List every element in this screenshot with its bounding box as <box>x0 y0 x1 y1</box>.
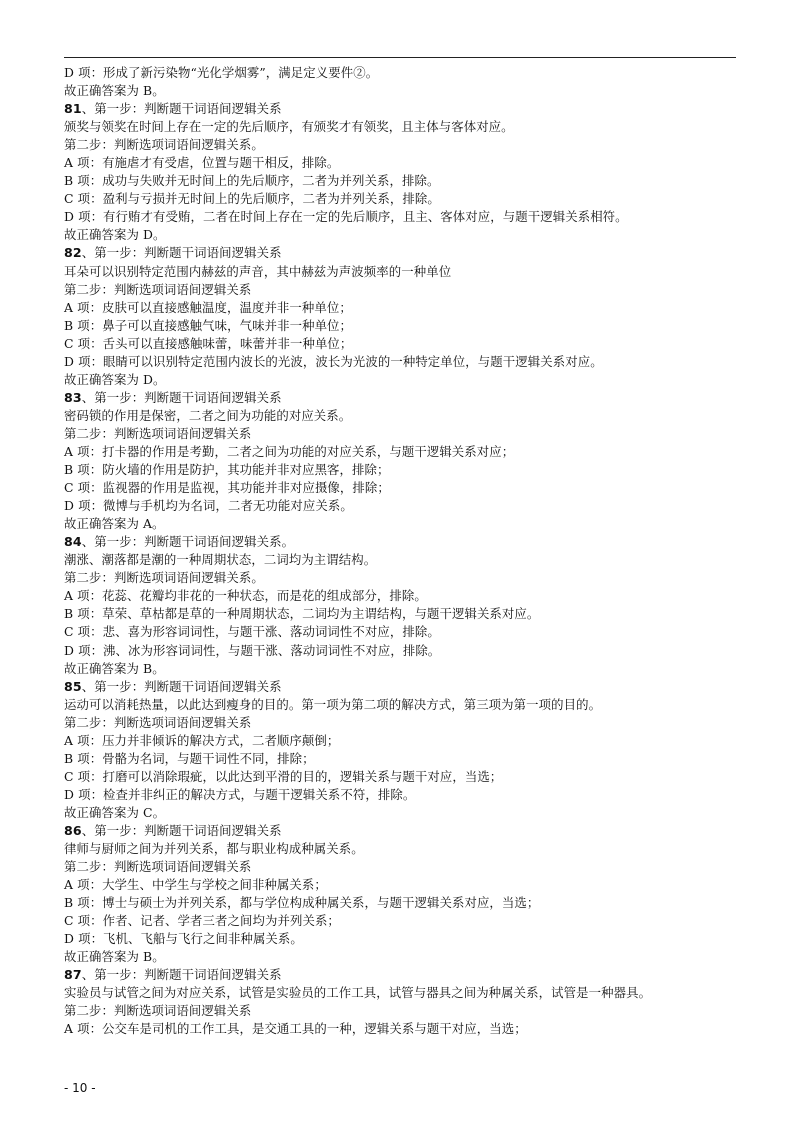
text-line <box>64 551 754 569</box>
line-text: B 项：防火墙的作用是防护，其功能并非对应黑客，排除； <box>64 462 390 478</box>
text-line <box>64 786 754 804</box>
line-text: A 项：压力并非倾诉的解决方式，二者顺序颠倒； <box>64 732 340 748</box>
text-line <box>64 299 754 317</box>
line-text: 第二步：判断选项词语间逻辑关系 <box>64 859 252 875</box>
text-line <box>64 443 754 461</box>
text-line <box>64 1020 754 1038</box>
text-line <box>64 894 754 912</box>
text-line <box>64 1002 754 1020</box>
question-number: 81 <box>64 101 82 117</box>
text-line <box>64 371 754 389</box>
text-line <box>64 984 754 1002</box>
text-line <box>64 587 754 605</box>
line-text: 、第一步：判断题干词语间逻辑关系 <box>81 101 282 117</box>
text-line <box>64 64 754 82</box>
text-line <box>64 479 754 497</box>
line-text: 故正确答案为 B。 <box>64 660 165 676</box>
line-text: 第二步：判断选项词语间逻辑关系 <box>64 425 252 441</box>
line-text: 、第一步：判断题干词语间逻辑关系 <box>81 822 282 838</box>
line-text: A 项：皮肤可以直接感触温度，温度并非一种单位； <box>64 299 352 315</box>
text-line <box>64 930 754 948</box>
question-heading <box>64 389 754 407</box>
text-line <box>64 515 754 533</box>
line-text: 故正确答案为 A。 <box>64 516 165 532</box>
line-text: A 项：公交车是司机的工作工具，是交通工具的一种，逻辑关系与题干对应，当选； <box>64 1021 527 1037</box>
text-line <box>64 154 754 172</box>
line-text: 故正确答案为 C。 <box>64 804 166 820</box>
question-heading <box>64 678 754 696</box>
answer-explanations <box>64 64 754 1039</box>
line-text: 耳朵可以识别特定范围内赫兹的声音，其中赫兹为声波频率的一种单位 <box>64 263 452 279</box>
line-text: 第二步：判断选项词语间逻辑关系 <box>64 281 252 297</box>
line-text: 第二步：判断选项词语间逻辑关系 <box>64 714 252 730</box>
line-text: 、第一步：判断题干词语间逻辑关系。 <box>81 534 295 550</box>
line-text: 故正确答案为 B。 <box>64 83 165 99</box>
line-text: 故正确答案为 D。 <box>64 371 166 387</box>
line-text: C 项：盈利与亏损并无时间上的先后顺序，二者为并列关系，排除。 <box>64 191 440 207</box>
text-line <box>64 948 754 966</box>
line-text: 第二步：判断选项词语间逻辑关系 <box>64 1003 252 1019</box>
text-line <box>64 172 754 190</box>
text-line <box>64 353 754 371</box>
text-line <box>64 750 754 768</box>
line-text: 、第一步：判断题干词语间逻辑关系 <box>81 245 282 261</box>
line-text: 第二步：判断选项词语间逻辑关系。 <box>64 570 264 586</box>
text-line <box>64 605 754 623</box>
line-text: C 项：作者、记者、学者三者之间均为并列关系； <box>64 913 340 929</box>
line-text: D 项：形成了新污染物“光化学烟雾”，满足定义要件②。 <box>64 65 379 80</box>
line-text: D 项：微博与手机均为名词，二者无功能对应关系。 <box>64 498 353 514</box>
line-text: A 项：大学生、中学生与学校之间非种属关系； <box>64 877 327 893</box>
line-text: B 项：鼻子可以直接感触气味，气味并非一种单位； <box>64 317 353 333</box>
text-line <box>64 208 754 226</box>
text-line <box>64 732 754 750</box>
question-number: 84 <box>64 534 82 550</box>
text-line <box>64 804 754 822</box>
line-text: C 项：舌头可以直接感触味蕾，味蕾并非一种单位； <box>64 335 353 351</box>
line-text: 第二步：判断选项词语间逻辑关系。 <box>64 137 264 153</box>
line-text: C 项：打磨可以消除瑕疵，以此达到平滑的目的，逻辑关系与题干对应，当选； <box>64 768 503 784</box>
text-line <box>64 82 754 100</box>
line-text: D 项：检查并非纠正的解决方式，与题干逻辑关系不符，排除。 <box>64 786 416 802</box>
line-text: 故正确答案为 B。 <box>64 949 165 965</box>
line-text: D 项：沸、冰为形容词词性，与题干涨、落动词词性不对应，排除。 <box>64 642 441 658</box>
question-heading <box>64 822 754 840</box>
line-text: 颁奖与领奖在时间上存在一定的先后顺序，有颁奖才有领奖，且主体与客体对应。 <box>64 119 514 135</box>
line-text: B 项：骨骼为名词，与题干词性不同，排除； <box>64 750 315 766</box>
line-text: D 项：有行贿才有受贿，二者在时间上存在一定的先后顺序，且主、客体对应，与题干逻辑关系相符。 <box>64 209 628 225</box>
text-line <box>64 136 754 154</box>
text-line <box>64 912 754 930</box>
page-number: - 10 - <box>64 1081 96 1095</box>
text-line <box>64 696 754 714</box>
line-text: A 项：有施虐才有受虐，位置与题干相反，排除。 <box>64 155 340 171</box>
text-line <box>64 876 754 894</box>
line-text: A 项：打卡器的作用是考勤，二者之间为功能的对应关系，与题干逻辑关系对应； <box>64 443 515 459</box>
text-line <box>64 335 754 353</box>
question-number: 82 <box>64 245 82 261</box>
question-number: 83 <box>64 389 82 405</box>
line-text: 实验员与试管之间为对应关系，试管是实验员的工作工具，试管与器具之间为种属关系，试管是一种器具。 <box>64 985 652 1001</box>
line-text: 、第一步：判断题干词语间逻辑关系 <box>81 967 282 983</box>
line-text: B 项：博士与硕士为并列关系，都与学位构成种属关系，与题干逻辑关系对应，当选； <box>64 895 540 911</box>
text-line <box>64 642 754 660</box>
text-line <box>64 660 754 678</box>
question-number: 87 <box>64 967 82 983</box>
question-number: 86 <box>64 822 82 838</box>
text-line <box>64 263 754 281</box>
text-line <box>64 569 754 587</box>
text-line <box>64 407 754 425</box>
text-line <box>64 714 754 732</box>
question-heading <box>64 533 754 551</box>
line-text: 运动可以消耗热量，以此达到瘦身的目的。第一项为第二项的解决方式，第三项为第一项的目的。 <box>64 696 602 712</box>
text-line <box>64 768 754 786</box>
line-text: B 项：草荣、草枯都是草的一种周期状态，二词均为主谓结构，与题干逻辑关系对应。 <box>64 606 540 622</box>
line-text: C 项：监视器的作用是监视，其功能并非对应摄像，排除； <box>64 480 390 496</box>
text-line <box>64 317 754 335</box>
text-line <box>64 226 754 244</box>
text-line <box>64 623 754 641</box>
text-line <box>64 425 754 443</box>
text-line <box>64 497 754 515</box>
line-text: 密码锁的作用是保密，二者之间为功能的对应关系。 <box>64 407 352 423</box>
text-line <box>64 190 754 208</box>
line-text: 、第一步：判断题干词语间逻辑关系 <box>81 678 282 694</box>
line-text: 故正确答案为 D。 <box>64 227 166 243</box>
header-rule <box>64 57 736 58</box>
text-line <box>64 461 754 479</box>
text-line <box>64 840 754 858</box>
text-line <box>64 118 754 136</box>
text-line <box>64 858 754 876</box>
line-text: 潮涨、潮落都是潮的一种周期状态，二词均为主谓结构。 <box>64 552 377 568</box>
question-number: 85 <box>64 678 82 694</box>
line-text: 律师与厨师之间为并列关系，都与职业构成种属关系。 <box>64 841 364 857</box>
line-text: B 项：成功与失败并无时间上的先后顺序，二者为并列关系，排除。 <box>64 173 440 189</box>
line-text: A 项：花蕊、花瓣均非花的一种状态，而是花的组成部分，排除。 <box>64 588 427 604</box>
line-text: 、第一步：判断题干词语间逻辑关系 <box>81 389 282 405</box>
text-line <box>64 281 754 299</box>
question-heading <box>64 100 754 118</box>
line-text: C 项：悲、喜为形容词词性，与题干涨、落动词词性不对应，排除。 <box>64 624 440 640</box>
question-heading <box>64 244 754 262</box>
line-text: D 项：飞机、飞船与飞行之间非种属关系。 <box>64 931 303 947</box>
question-heading <box>64 966 754 984</box>
line-text: D 项：眼睛可以识别特定范围内波长的光波，波长为光波的一种特定单位，与题干逻辑关系对应。 <box>64 353 603 369</box>
